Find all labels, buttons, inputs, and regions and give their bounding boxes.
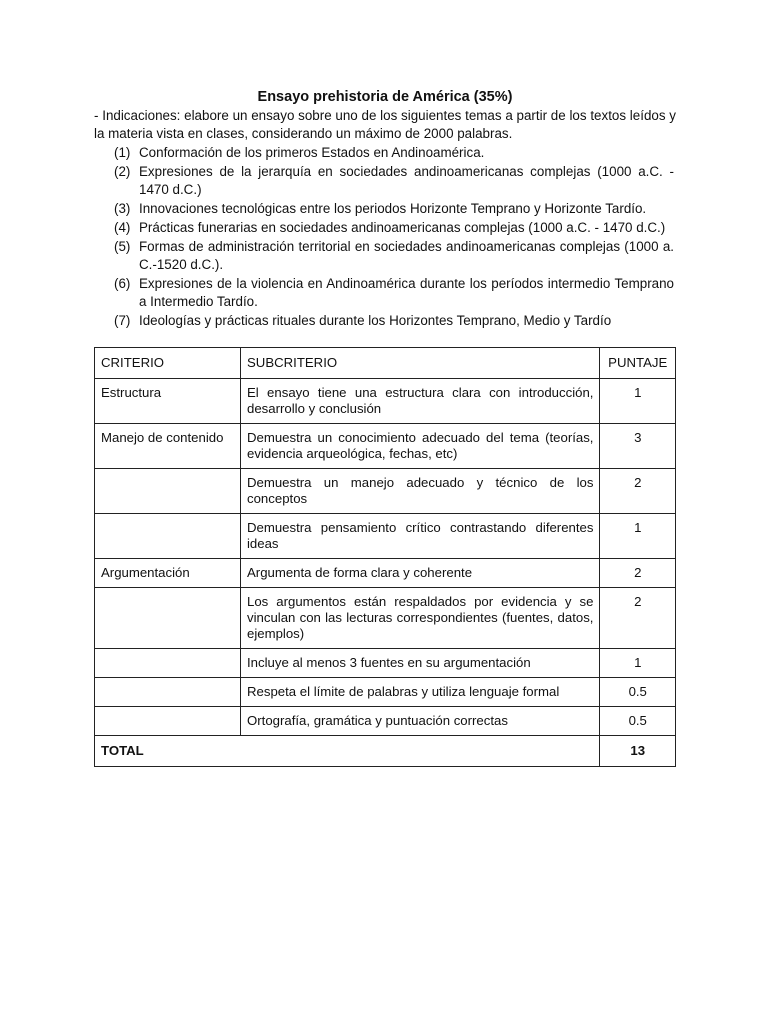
total-value: 13 <box>600 736 676 767</box>
puntaje-cell: 2 <box>600 588 676 649</box>
puntaje-cell: 0.5 <box>600 707 676 736</box>
table-row <box>95 649 676 678</box>
topic-number: (5) <box>114 239 131 254</box>
criterio-cell <box>95 649 241 678</box>
criterio-cell <box>95 469 241 514</box>
puntaje-cell: 1 <box>600 514 676 559</box>
subcriterio-cell: Demuestra un conocimiento adecuado del tema (teorías, evidencia arqueológica, fechas, etc) <box>241 424 600 469</box>
topic-number: (4) <box>114 220 131 235</box>
list-item <box>114 144 674 162</box>
table-row <box>95 588 676 649</box>
criterio-cell: Argumentación <box>95 559 241 588</box>
document-title: Ensayo prehistoria de América (35%) <box>257 89 513 105</box>
criterio-cell <box>95 514 241 559</box>
table-row <box>95 424 676 469</box>
header-puntaje: PUNTAJE <box>600 348 676 379</box>
subcriterio-cell: Argumenta de forma clara y coherente <box>241 559 600 588</box>
topic-number: (1) <box>114 145 131 160</box>
criterio-cell <box>95 678 241 707</box>
criterio-cell: Manejo de contenido <box>95 424 241 469</box>
list-item <box>114 275 674 311</box>
puntaje-cell: 3 <box>600 424 676 469</box>
list-item <box>114 163 674 199</box>
subcriterio-cell: Incluye al menos 3 fuentes en su argumentación <box>241 649 600 678</box>
topic-text: Expresiones de la violencia en Andinoamérica durante los períodos intermedio Temprano a Intermedio Tardío. <box>139 276 674 309</box>
topic-text: Prácticas funerarias en sociedades andinoamericanas complejas (1000 a.C. - 1470 d.C.) <box>139 220 666 235</box>
table-row <box>95 469 676 514</box>
header-criterio: CRITERIO <box>95 348 241 379</box>
list-item <box>114 219 674 237</box>
subcriterio-cell: Ortografía, gramática y puntuación correctas <box>241 707 600 736</box>
topic-number: (3) <box>114 201 131 216</box>
subcriterio-cell: El ensayo tiene una estructura clara con introducción, desarrollo y conclusión <box>241 379 600 424</box>
criterio-cell <box>95 707 241 736</box>
criterio-cell <box>95 588 241 649</box>
topic-number: (7) <box>114 313 131 328</box>
topic-text: Expresiones de la jerarquía en sociedades andinoamericanas complejas (1000 a.C. - 1470 d.C.) <box>139 164 674 197</box>
topic-text: Conformación de los primeros Estados en Andinoamérica. <box>139 145 485 160</box>
list-item <box>114 238 674 274</box>
puntaje-cell: 0.5 <box>600 678 676 707</box>
puntaje-cell: 2 <box>600 469 676 514</box>
puntaje-cell: 1 <box>600 649 676 678</box>
table-row <box>95 678 676 707</box>
instructions-text: - Indicaciones: elabore un ensayo sobre uno de los siguientes temas a partir de los textos leídos y la materia vista en clases, considerando un máximo de 2000 palabras. <box>94 108 676 141</box>
puntaje-cell: 1 <box>600 379 676 424</box>
table-header-row <box>95 348 676 379</box>
topic-text: Formas de administración territorial en sociedades andinoamericanas complejas (1000 a. C.-1520 d.C.). <box>139 239 674 272</box>
table-row <box>95 514 676 559</box>
subcriterio-cell: Respeta el límite de palabras y utiliza lenguaje formal <box>241 678 600 707</box>
topic-number: (6) <box>114 276 131 291</box>
table-row <box>95 559 676 588</box>
list-item <box>114 200 674 218</box>
table-row <box>95 379 676 424</box>
total-row <box>95 736 676 767</box>
table-row <box>95 707 676 736</box>
subcriterio-cell: Demuestra un manejo adecuado y técnico de los conceptos <box>241 469 600 514</box>
topic-text: Innovaciones tecnológicas entre los periodos Horizonte Temprano y Horizonte Tardío. <box>139 201 647 216</box>
puntaje-cell: 2 <box>600 559 676 588</box>
topic-text: Ideologías y prácticas rituales durante los Horizontes Temprano, Medio y Tardío <box>139 313 612 328</box>
total-label: TOTAL <box>95 736 600 767</box>
subcriterio-cell: Los argumentos están respaldados por evidencia y se vinculan con las lecturas correspondientes (fuentes, datos, ejemplos) <box>241 588 600 649</box>
topics-list <box>114 144 674 331</box>
criterio-cell: Estructura <box>95 379 241 424</box>
rubric-table <box>94 347 676 767</box>
topic-number: (2) <box>114 164 131 179</box>
header-subcriterio: SUBCRITERIO <box>241 348 600 379</box>
list-item <box>114 312 674 330</box>
subcriterio-cell: Demuestra pensamiento crítico contrastando diferentes ideas <box>241 514 600 559</box>
